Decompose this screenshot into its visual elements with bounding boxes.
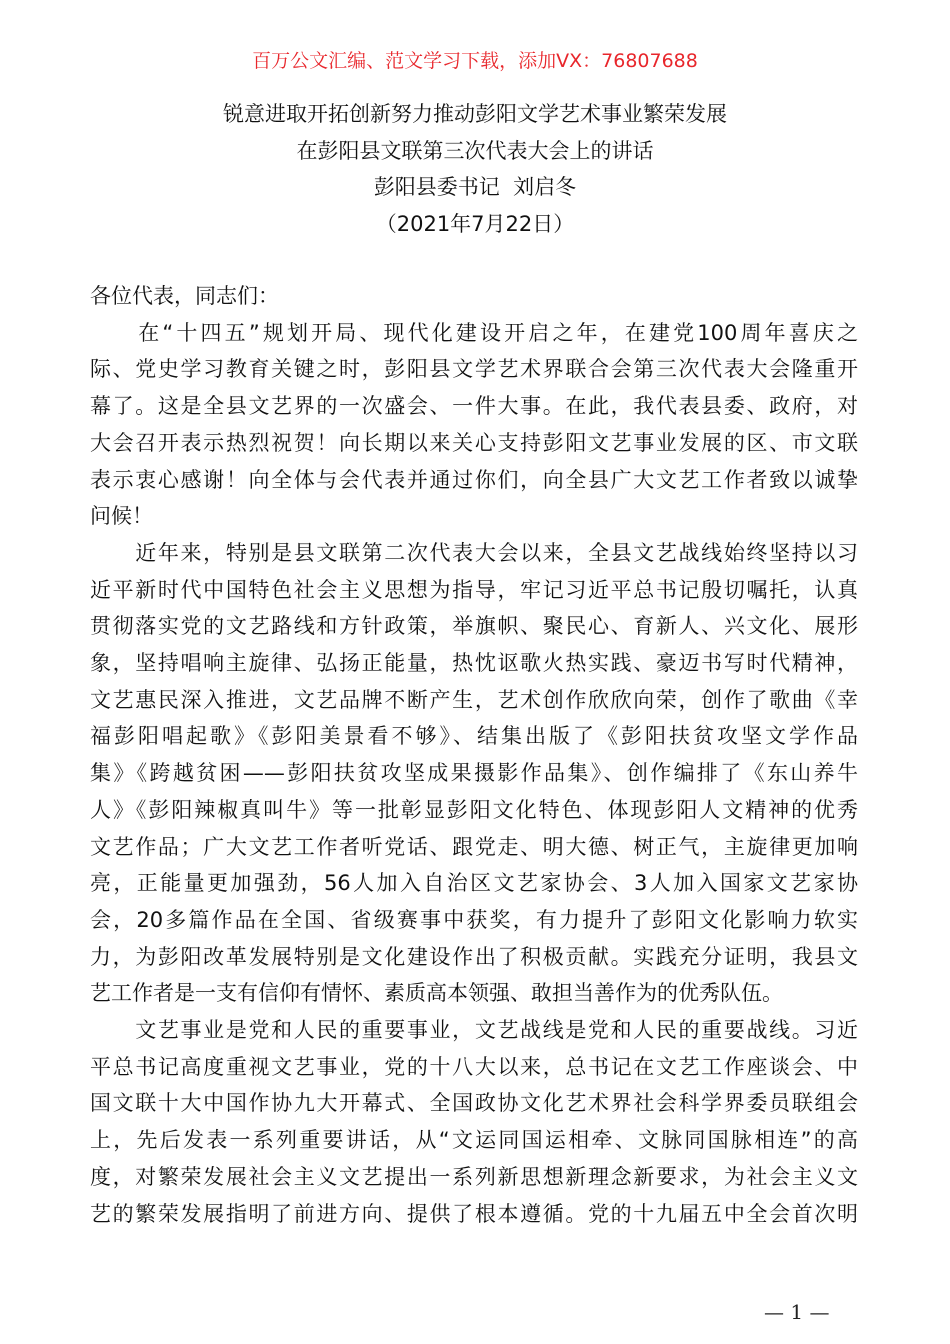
paragraph-line: 近平新时代中国特色社会主义思想为指导，牢记习近平总书记殷切嘱托，认真 [90, 577, 858, 602]
paragraph [90, 535, 858, 1012]
paragraph-line: 问候！ [90, 504, 153, 529]
paragraph-line: 幕了。这是全县文艺界的一次盛会、一件大事。在此，我代表县委、政府，对 [90, 394, 858, 419]
paragraph [90, 315, 858, 535]
paragraph-line: 近年来，特别是县文联第二次代表大会以来，全县文艺战线始终坚持以习 [90, 540, 858, 565]
document-subtitle: 在彭阳县文联第三次代表大会上的讲话 [296, 138, 654, 163]
paragraph-line: 度，对繁荣发展社会主义文艺提出一系列新思想新理念新要求，为社会主义文 [90, 1164, 858, 1189]
title-block [0, 96, 950, 243]
document-body [90, 278, 858, 1232]
paragraph-line: 贯彻落实党的文艺路线和方针政策，举旗帜、聚民心、育新人、兴文化、展形 [90, 614, 858, 639]
paragraph [90, 1012, 858, 1232]
greeting: 各位代表，同志们： [90, 284, 279, 308]
watermark-banner: 百万公文汇编、范文学习下载，添加VX：76807688 [252, 50, 698, 72]
paragraph-line: 亮，正能量更加强劲，56人加入自治区文艺家协会、3人加入国家文艺家协 [90, 871, 858, 896]
paragraph-line: 文艺作品；广大文艺工作者听党话、跟党走、明大德、树正气，主旋律更加响 [90, 834, 858, 859]
paragraph-line: 在“十四五”规划开局、现代化建设开启之年，在建党100周年喜庆之 [90, 320, 858, 345]
page-number: — 1 — [764, 1300, 830, 1324]
document-date: （2021年7月22日） [375, 212, 575, 237]
paragraph-line: 大会召开表示热烈祝贺！向长期以来关心支持彭阳文艺事业发展的区、市文联 [90, 430, 858, 455]
paragraph-line: 艺的繁荣发展指明了前进方向、提供了根本遵循。党的十九届五中全会首次明 [90, 1201, 858, 1226]
paragraph-line: 平总书记高度重视文艺事业，党的十八大以来，总书记在文艺工作座谈会、中 [90, 1054, 858, 1079]
paragraph-line: 文艺惠民深入推进，文艺品牌不断产生，艺术创作欣欣向荣，创作了歌曲《幸 [90, 687, 858, 712]
paragraph-line: 象，坚持唱响主旋律、弘扬正能量，热忱讴歌火热实践、豪迈书写时代精神， [90, 651, 858, 676]
document-title: 锐意进取开拓创新努力推动彭阳文学艺术事业繁荣发展 [223, 102, 727, 126]
paragraph-line: 表示衷心感谢！向全体与会代表并通过你们，向全县广大文艺工作者致以诚挚 [90, 467, 858, 492]
paragraph-line: 会，20多篇作品在全国、省级赛事中获奖，有力提升了彭阳文化影响力软实 [90, 907, 858, 932]
paragraph-line: 艺工作者是一支有信仰有情怀、素质高本领强、敢担当善作为的优秀队伍。 [90, 981, 783, 1006]
document-author: 彭阳县委书记 刘启冬 [373, 175, 577, 200]
paragraph-line: 集》《跨越贫困——彭阳扶贫攻坚成果摄影作品集》、创作编排了《东山养牛 [90, 761, 858, 786]
paragraph-line: 福彭阳唱起歌》《彭阳美景看不够》、结集出版了《彭阳扶贫攻坚文学作品 [90, 724, 858, 749]
paragraph-line: 上，先后发表一系列重要讲话，从“文运同国运相牵、文脉同国脉相连”的高 [90, 1128, 858, 1153]
paragraph-line: 力，为彭阳改革发展特别是文化建设作出了积极贡献。实践充分证明，我县文 [90, 944, 858, 969]
paragraph-line: 人》《彭阳辣椒真叫牛》等一批彰显彭阳文化特色、体现彭阳人文精神的优秀 [90, 797, 858, 822]
paragraph-line: 国文联十大中国作协九大开幕式、全国政协文化艺术界社会科学界委员联组会 [90, 1091, 858, 1116]
paragraph-line: 际、党史学习教育关键之时，彭阳县文学艺术界联合会第三次代表大会隆重开 [90, 357, 858, 382]
paragraph-line: 文艺事业是党和人民的重要事业，文艺战线是党和人民的重要战线。习近 [90, 1018, 858, 1043]
